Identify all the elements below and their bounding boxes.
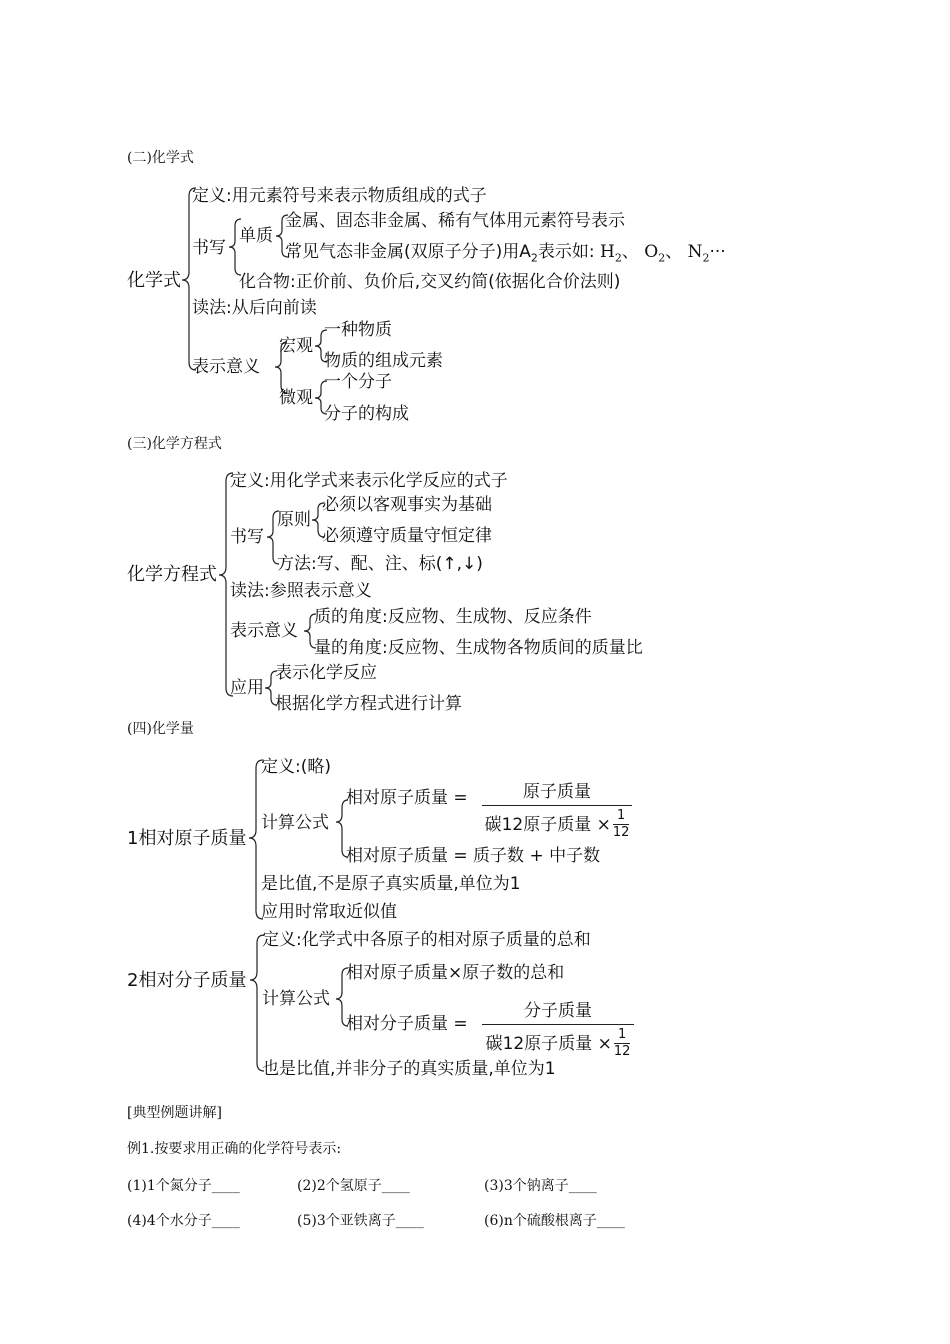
label-eq-meaning: 表示意义 — [230, 621, 298, 641]
macro-a: 一种物质 — [324, 320, 392, 340]
label-macro: 宏观 — [279, 336, 313, 356]
micro-a: 一个分子 — [324, 372, 392, 392]
formula-definition: 定义:用元素符号来表示物质组成的式子 — [192, 186, 487, 206]
equation-reading: 读法:参照表示意义 — [230, 581, 372, 601]
answer-item: (2)2个氢原子____ — [297, 1178, 410, 1194]
r1-ratio-note: 是比值,不是原子真实质量,单位为1 — [261, 874, 521, 894]
r1-apply-note: 应用时常取近似值 — [261, 902, 397, 922]
examples-heading: [典型例题讲解] — [127, 1105, 222, 1121]
label-principle: 原则 — [277, 510, 311, 530]
formula-reading: 读法:从后向前读 — [192, 298, 317, 318]
r2-label-formula: 计算公式 — [262, 989, 330, 1009]
answer-item: (5)3个亚铁离子____ — [297, 1213, 424, 1229]
element-rule-b: 常见气态非金属(双原子分子)用$A_2$表示如: $H_2$、 $O_2$、 $N_2\cdot\cdot\cdot$ — [285, 242, 726, 265]
root-chemical-formula: 化学式 — [127, 270, 181, 291]
answer-item: (4)4个水分子____ — [127, 1213, 240, 1229]
answer-item: (6)n个硫酸根离子____ — [484, 1213, 625, 1229]
r2-fraction-numerator: 分子质量 — [524, 1001, 592, 1021]
apply-b: 根据化学方程式进行计算 — [275, 694, 462, 714]
meaning-quantity: 量的角度:反应物、生成物各物质间的质量比 — [314, 638, 643, 658]
r2-ratio-note: 也是比值,并非分子的真实质量,单位为1 — [262, 1059, 556, 1079]
label-apply: 应用 — [230, 678, 264, 698]
r1-fraction-numerator: 原子质量 — [523, 782, 591, 802]
r2-fraction-denominator: 碳12原子质量 × $\frac{1}{12}$ — [485, 1027, 631, 1060]
meaning-quality: 质的角度:反应物、生成物、反应条件 — [314, 607, 592, 627]
micro-b: 分子的构成 — [324, 404, 409, 424]
r2-fraction — [482, 996, 634, 1060]
label-eq-writing: 书写 — [230, 527, 264, 547]
r2-formula-2-left: 相对分子质量 = — [346, 1014, 468, 1034]
root-relative-molecular-mass: 2相对分子质量 — [127, 970, 247, 991]
r1-formula-2: 相对原子质量 = 质子数 + 中子数 — [346, 846, 601, 866]
label-meaning: 表示意义 — [192, 357, 260, 377]
example-1-question: 例1.按要求用正确的化学符号表示: — [127, 1141, 342, 1157]
root-chemical-equation: 化学方程式 — [127, 564, 217, 585]
r2-formula-1: 相对原子质量×原子数的总和 — [346, 963, 565, 983]
r1-fraction — [482, 777, 632, 841]
label-writing: 书写 — [192, 238, 226, 258]
r2-definition: 定义:化学式中各原子的相对原子质量的总和 — [262, 930, 591, 950]
fraction-bar — [482, 805, 632, 806]
r1-definition: 定义:(略) — [261, 757, 331, 777]
brace-relative-atomic-mass — [249, 760, 263, 919]
fraction-bar — [482, 1024, 634, 1025]
equation-definition: 定义:用化学式来表示化学反应的式子 — [230, 471, 508, 491]
section-4-heading: (四)化学量 — [127, 721, 194, 737]
answer-item: (3)3个钠离子____ — [484, 1178, 597, 1194]
r1-formula-1-left: 相对原子质量 = — [346, 788, 468, 808]
answer-item: (1)1个氮分子____ — [127, 1178, 240, 1194]
writing-method: 方法:写、配、注、标(↑,↓) — [277, 554, 483, 574]
macro-b: 物质的组成元素 — [324, 351, 443, 371]
label-micro: 微观 — [279, 388, 313, 408]
label-element: 单质 — [239, 226, 273, 246]
principle-a: 必须以客观事实为基础 — [322, 495, 492, 515]
apply-a: 表示化学反应 — [275, 663, 377, 683]
r1-label-formula: 计算公式 — [261, 813, 329, 833]
element-rule-a: 金属、固态非金属、稀有气体用元素符号表示 — [285, 211, 625, 231]
root-relative-atomic-mass: 1相对原子质量 — [127, 828, 247, 849]
brace-chemical-formula — [182, 188, 196, 370]
section-3-heading: (三)化学方程式 — [127, 436, 222, 452]
principle-b: 必须遵守质量守恒定律 — [322, 526, 492, 546]
compound-rule: 化合物:正价前、负价后,交叉约简(依据化合价法则) — [239, 272, 621, 292]
section-2-heading: (二)化学式 — [127, 150, 194, 166]
r1-fraction-denominator: 碳12原子质量 × $\frac{1}{12}$ — [484, 808, 630, 841]
